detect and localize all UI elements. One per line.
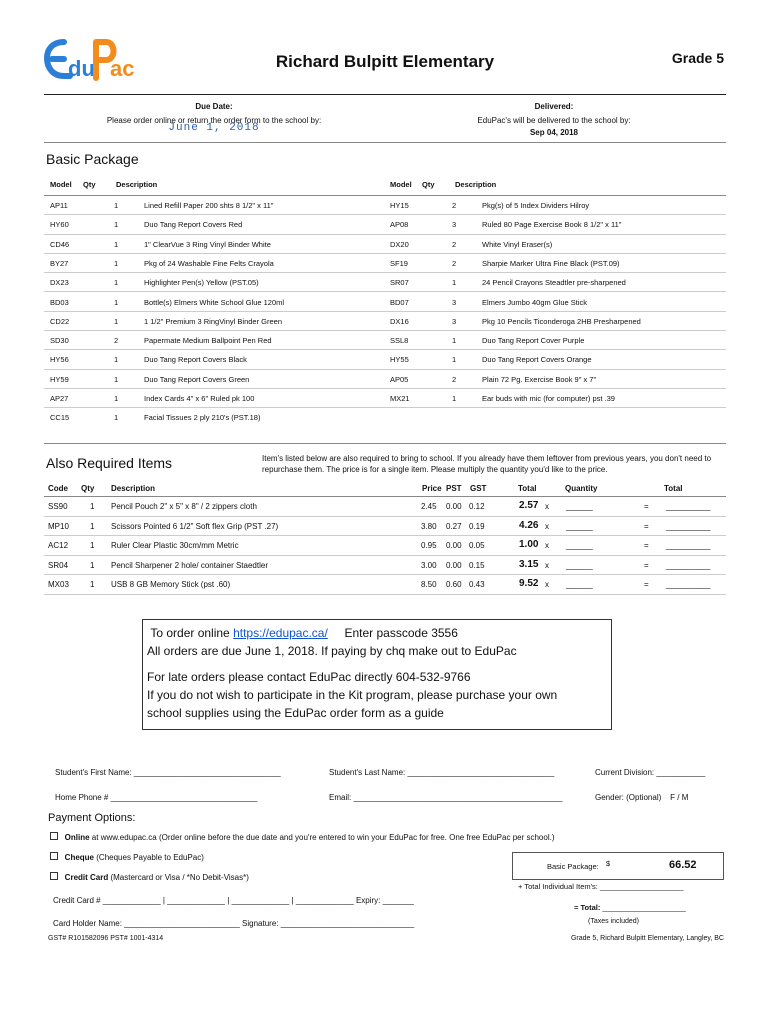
equals-sign: = <box>644 521 649 531</box>
footer-tax-numbers: GST# R101582096 PST# 1001-4314 <box>48 935 164 942</box>
online-label: Online <box>64 833 90 842</box>
phone-field[interactable]: Home Phone # _________________________________ <box>55 793 258 802</box>
item-price: 2.45 <box>421 502 437 511</box>
item-model: AP11 <box>50 201 68 210</box>
card-holder-field[interactable]: Card Holder Name: __________________________ Signature: ______________________________ <box>53 919 415 928</box>
item-description: Scissors Pointed 6 1/2" Soft flex Grip (PST .27) <box>111 521 279 531</box>
quantity-blank[interactable]: ______ <box>566 541 593 550</box>
individual-items-total[interactable]: + Total Individual Item's: ____________________ <box>518 882 684 891</box>
item-pst: 0.27 <box>446 521 462 531</box>
item-qty: 2 <box>452 258 457 268</box>
item-gst: 0.05 <box>469 541 485 550</box>
info-line-4: If you do not wish to participate in the Kit program, please purchase your own <box>147 688 558 702</box>
item-code: SR04 <box>48 560 69 570</box>
item-model: DX23 <box>50 278 69 288</box>
col-model: Model <box>50 180 72 189</box>
credit-label: Credit Card <box>64 873 109 882</box>
item-qty: 1 <box>90 521 95 531</box>
basic-package-row <box>44 331 726 350</box>
grand-total[interactable] <box>574 903 686 912</box>
item-qty: 1 <box>452 394 457 403</box>
item-model: SR07 <box>390 278 409 288</box>
item-description: Pencil Pouch 2" x 5" x 8" / 2 zippers cloth <box>111 502 257 511</box>
delivered-block <box>384 102 724 137</box>
equals-sign: = <box>644 502 649 511</box>
info-line-3: For late orders please contact EduPac directly 604-532-9766 <box>147 670 471 684</box>
gender-field[interactable] <box>595 793 688 802</box>
req-col-price: Price <box>422 484 442 493</box>
info-line-2: All orders are due June 1, 2018. If paying by chq make out to EduPac <box>147 644 517 658</box>
item-total: 4.26 <box>519 519 539 531</box>
also-required-note: Item's listed below are also required to bring to school. If you already have them leftover from previous years, you don't need to repurchase them. The price is for a single item. Please multiply the quantity you'd like to the price. <box>262 454 712 474</box>
item-qty: 1 <box>452 278 457 288</box>
item-description: 1" ClearVue 3 Ring Vinyl Binder White <box>144 239 271 249</box>
basic-package-row <box>44 273 726 292</box>
item-qty: 1 <box>90 560 95 570</box>
basic-package-row <box>44 215 726 234</box>
required-item-row <box>44 556 726 576</box>
item-qty: 1 <box>114 258 119 268</box>
basic-package-row <box>44 235 726 254</box>
item-model: SD30 <box>50 336 69 346</box>
basic-package-row <box>44 389 726 408</box>
delivered-title: Delivered: <box>534 102 574 111</box>
item-qty: 1 <box>90 502 95 511</box>
item-price: 8.50 <box>421 580 437 589</box>
payment-credit-option[interactable] <box>50 872 249 882</box>
item-total: 9.52 <box>519 578 539 589</box>
item-gst: 0.19 <box>469 521 485 531</box>
edupac-link[interactable]: https://edupac.ca/ <box>233 626 328 640</box>
multiply-sign: x <box>545 502 549 511</box>
svg-text:ac: ac <box>110 56 135 81</box>
payment-title: Payment Options: <box>48 812 136 824</box>
taxes-note: (Taxes included) <box>588 918 639 925</box>
basic-package-row <box>44 196 726 215</box>
multiply-sign: x <box>545 580 549 589</box>
item-code: MX03 <box>48 580 69 589</box>
grand-total-label: = Total: <box>574 903 601 912</box>
item-qty: 1 <box>114 278 119 288</box>
cheque-checkbox[interactable] <box>50 852 58 860</box>
item-model: BD03 <box>50 297 69 307</box>
item-qty: 1 <box>114 220 119 230</box>
item-description: Ruled 80 Page Exercise Book 8 1/2" x 11" <box>482 220 622 230</box>
equals-sign: = <box>644 541 649 550</box>
req-col-gst: GST <box>470 484 487 493</box>
item-price: 3.00 <box>421 560 437 570</box>
item-qty: 2 <box>452 374 457 384</box>
item-code: SS90 <box>48 502 68 511</box>
currency-symbol: $ <box>606 859 611 868</box>
grade-label: Grade 5 <box>671 50 724 66</box>
item-description: Facial Tissues 2 ply 210's (PST.18) <box>144 413 261 423</box>
grand-total-blank: ____________________ <box>602 903 686 912</box>
item-description: 24 Pencil Crayons Steadtler pre-sharpened <box>482 278 626 288</box>
due-title: Due Date: <box>195 102 233 111</box>
item-code: MP10 <box>48 521 69 531</box>
col-description: Description <box>116 180 158 189</box>
item-description: Duo Tang Report Cover Purple <box>482 336 585 346</box>
item-qty: 1 <box>114 413 119 423</box>
item-description: Duo Tang Report Covers Green <box>144 374 250 384</box>
item-model: SSL8 <box>390 336 409 346</box>
line-total-blank[interactable]: __________ <box>666 580 711 589</box>
item-total: 3.15 <box>519 558 539 570</box>
item-model: HY15 <box>390 201 409 210</box>
item-qty: 1 <box>114 201 119 210</box>
due-block <box>44 102 384 134</box>
basic-package-total-label: Basic Package: <box>547 862 599 871</box>
item-description: Pencil Sharpener 2 hole/ container Staedtler <box>111 560 268 570</box>
item-description: USB 8 GB Memory Stick (pst .60) <box>111 580 231 589</box>
item-model: DX16 <box>390 316 409 326</box>
item-description: Elmers Jumbo 40gm Glue Stick <box>482 297 588 307</box>
line-total-blank[interactable]: __________ <box>666 560 711 570</box>
equals-sign: = <box>644 560 649 570</box>
last-name-field[interactable]: Student's Last Name: _________________________________ <box>329 768 555 777</box>
item-model: AP05 <box>390 374 409 384</box>
basic-package-row <box>44 408 726 427</box>
item-qty: 1 <box>114 374 119 384</box>
item-qty: 2 <box>452 201 457 210</box>
item-model: HY55 <box>390 355 409 365</box>
item-model: BY27 <box>50 258 69 268</box>
card-number-field[interactable]: Credit Card # _____________ | _____________ | _____________ | _____________ Expiry: _______ <box>53 896 414 905</box>
info-passcode-text: Enter passcode 3556 <box>344 626 458 640</box>
item-description: Bottle(s) Elmers White School Glue 120ml <box>144 297 285 307</box>
basic-package-title: Basic Package <box>46 151 139 167</box>
item-description: Pkg(s) of 5 Index Dividers Hilroy <box>482 201 590 210</box>
basic-package-total-box <box>512 852 724 880</box>
basic-package-row <box>44 254 726 273</box>
also-required-title: Also Required Items <box>46 455 173 471</box>
info-order-online-text: To order online <box>150 626 230 640</box>
delivered-instruction: EduPac's will be delivered to the school by: <box>477 116 631 125</box>
req-col-quantity: Quantity <box>565 484 598 493</box>
item-model: BD07 <box>390 297 409 307</box>
first-name-field[interactable]: Student's First Name: _________________________________ <box>55 768 281 777</box>
school-name: Richard Bulpitt Elementary <box>275 52 495 71</box>
item-model: HY60 <box>50 220 69 230</box>
item-total: 1.00 <box>519 539 539 550</box>
item-qty: 2 <box>452 239 457 249</box>
item-qty: 2 <box>114 336 119 346</box>
req-col-pst: PST <box>446 484 462 493</box>
delivered-date: Sep 04, 2018 <box>529 128 579 137</box>
item-model: CD46 <box>50 239 70 249</box>
req-col-description: Description <box>111 484 156 493</box>
required-item-row <box>44 575 726 595</box>
req-col-code: Code <box>48 484 68 493</box>
item-description: Ear buds with mic (for computer) pst .39 <box>482 394 615 403</box>
item-qty: 3 <box>452 220 457 230</box>
item-pst: 0.00 <box>446 541 462 550</box>
item-qty: 1 <box>114 355 119 365</box>
item-description: Sharpie Marker Ultra Fine Black (PST.09) <box>482 258 620 268</box>
item-qty: 3 <box>452 297 457 307</box>
item-qty: 1 <box>114 297 119 307</box>
gender-label: Gender: (Optional) <box>595 793 662 802</box>
item-description: Plain 72 Pg. Exercise Book 9" x 7" <box>482 374 597 384</box>
item-model: MX21 <box>390 394 410 403</box>
required-divider <box>44 443 726 444</box>
payment-online-option[interactable] <box>50 832 554 842</box>
item-gst: 0.15 <box>469 560 485 570</box>
item-pst: 0.00 <box>446 560 462 570</box>
item-price: 0.95 <box>421 541 437 550</box>
required-item-row <box>44 536 726 556</box>
req-col-total: Total <box>518 484 537 493</box>
item-qty: 1 <box>114 239 119 249</box>
online-text: at www.edupac.ca (Order online before the due date and you're entered to win your EduPac for free. One free EduPac per school.) <box>91 833 555 842</box>
item-description: Papermate Medium Ballpoint Pen Red <box>144 336 272 346</box>
item-pst: 0.00 <box>446 502 462 511</box>
basic-package-row <box>44 293 726 312</box>
multiply-sign: x <box>545 521 549 531</box>
item-description: 1 1/2" Premium 3 RingVinyl Binder Green <box>144 316 283 326</box>
item-qty: 1 <box>90 580 95 589</box>
col-model-right: Model <box>390 180 412 189</box>
item-model: DX20 <box>390 239 409 249</box>
item-description: Lined Refill Paper 200 shts 8 1/2" x 11" <box>144 201 274 210</box>
due-divider <box>44 142 726 143</box>
required-item-row <box>44 497 726 517</box>
line-total-blank[interactable]: __________ <box>666 541 711 550</box>
item-model: CC15 <box>50 413 70 423</box>
basic-package-total-value: 66.52 <box>669 859 697 871</box>
item-qty: 1 <box>114 394 119 403</box>
quantity-blank[interactable]: ______ <box>566 580 593 589</box>
basic-package-row <box>44 370 726 389</box>
item-qty: 3 <box>452 316 457 326</box>
footer-school-location: Grade 5, Richard Bulpitt Elementary, Langley, BC <box>570 935 724 942</box>
cheque-label: Cheque <box>64 853 95 862</box>
item-description: White Vinyl Eraser(s) <box>482 239 553 249</box>
item-qty: 1 <box>452 336 457 346</box>
item-description: Highlighter Pen(s) Yellow (PST.05) <box>144 278 259 288</box>
item-pst: 0.60 <box>446 580 462 589</box>
due-date: June 1, 2018 <box>168 122 260 134</box>
col-qty: Qty <box>83 180 96 189</box>
item-price: 3.80 <box>421 521 437 531</box>
payment-cheque-option[interactable] <box>50 852 204 862</box>
credit-checkbox[interactable] <box>50 872 58 880</box>
item-qty: 1 <box>114 316 119 326</box>
gender-options: F / M <box>670 793 689 802</box>
basic-package-row <box>44 350 726 369</box>
division-field[interactable]: Current Division: ___________ <box>595 768 706 777</box>
item-model: AP27 <box>50 394 69 403</box>
item-model: HY56 <box>50 355 69 365</box>
item-description: Pkg of 24 Washable Fine Felts Crayola <box>144 258 274 268</box>
header-divider <box>44 94 726 95</box>
equals-sign: = <box>644 580 649 589</box>
item-code: AC12 <box>48 541 69 550</box>
required-item-row <box>44 517 726 537</box>
item-total: 2.57 <box>519 500 539 511</box>
info-box <box>142 619 612 730</box>
due-instruction: Please order online or return the order form to the school by: <box>106 116 322 125</box>
email-field[interactable]: Email: _______________________________________________ <box>329 793 563 802</box>
req-col-total2: Total <box>664 484 683 493</box>
basic-package-row <box>44 312 726 331</box>
item-description: Index Cards 4" x 6" Ruled pk 100 <box>144 394 255 403</box>
item-description: Pkg 10 Pencils Ticonderoga 2HB Presharpened <box>482 316 641 326</box>
multiply-sign: x <box>545 541 549 550</box>
item-model: SF19 <box>390 258 408 268</box>
quantity-blank[interactable]: ______ <box>566 521 593 531</box>
col-description-right: Description <box>455 180 497 189</box>
item-description: Duo Tang Report Covers Black <box>144 355 247 365</box>
col-qty-right: Qty <box>422 180 435 189</box>
item-qty: 1 <box>452 355 457 365</box>
item-description: Ruler Clear Plastic 30cm/mm Metric <box>111 541 239 550</box>
quantity-blank[interactable]: ______ <box>566 502 593 511</box>
svg-text:du: du <box>68 56 95 81</box>
item-model: AP08 <box>390 220 409 230</box>
item-model: CD22 <box>50 316 70 326</box>
credit-text: (Mastercard or Visa / *No Debit-Visas*) <box>110 873 249 882</box>
item-gst: 0.43 <box>469 580 485 589</box>
req-col-qty: Qty <box>81 484 95 493</box>
online-checkbox[interactable] <box>50 832 58 840</box>
multiply-sign: x <box>545 560 549 570</box>
info-line-1 <box>147 624 607 642</box>
item-description: Duo Tang Report Covers Orange <box>482 355 592 365</box>
line-total-blank[interactable]: __________ <box>666 502 711 511</box>
line-total-blank[interactable]: __________ <box>666 521 711 531</box>
item-description: Duo Tang Report Covers Red <box>144 220 243 230</box>
item-gst: 0.12 <box>469 502 485 511</box>
item-qty: 1 <box>90 541 95 550</box>
quantity-blank[interactable]: ______ <box>566 560 593 570</box>
item-model: HY59 <box>50 374 69 384</box>
info-line-5: school supplies using the EduPac order form as a guide <box>147 706 444 720</box>
cheque-text: (Cheques Payable to EduPac) <box>96 853 204 862</box>
